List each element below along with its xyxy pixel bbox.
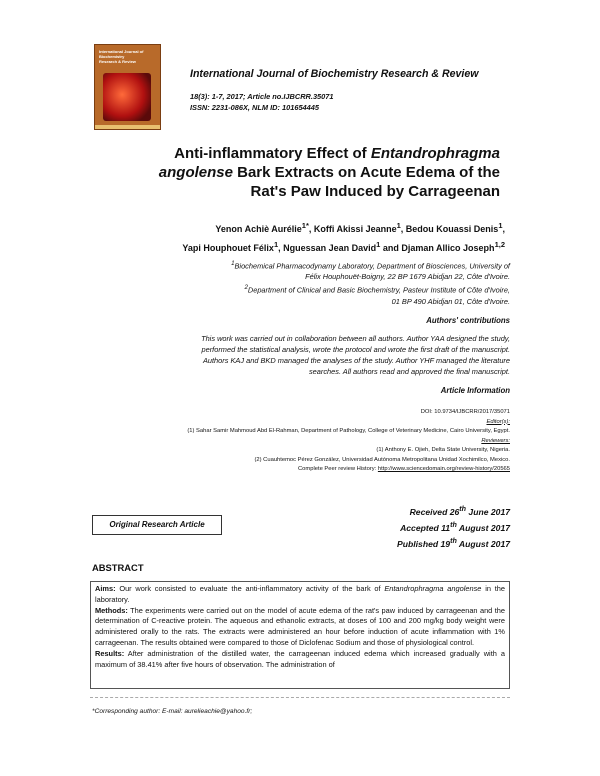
issn: ISSN: 2231-086X, NLM ID: 101654445 [190, 103, 319, 112]
author-name: Yenon Achiè Aurélie [215, 224, 302, 234]
editor: (1) Sahar Samir Mahmoud Abd El-Rahman, Department of Pathology, College of Veterinary Medicine, Cairo University, Egypt. [187, 428, 510, 434]
author-name: Djaman Allico Joseph [401, 243, 495, 253]
citation: 18(3): 1-7, 2017; Article no.IJBCRR.35071 [190, 92, 334, 101]
affiliations: $^1$Biochemical Pharmacodynamy Laboratory, Department of Biosciences, University of Félix Houphouët-Boigny, 22 BP 1679 Abidjan 22, Côte d'Ivoire. $^2$Department of Clinical and Basic Biochemistry, Pasteur Institute of Côte d'Ivoire, 01 BP 490 Abidjan 01, Côte d'Ivoire. [231, 260, 510, 306]
cover-stripe [95, 125, 160, 129]
doi: DOI: 10.9734/IJBCRR/2017/35071 [420, 409, 510, 415]
contributions-heading: Authors' contributions [426, 316, 510, 325]
abstract-heading: ABSTRACT [92, 562, 144, 573]
footnote-divider [90, 697, 510, 698]
cover-illustration [103, 73, 151, 121]
corresponding-author-footnote: *Corresponding author: E-mail: aurelieachie@yahoo.fr; [92, 708, 253, 715]
review-history-link[interactable]: http://www.sciencedomain.org/review-history/20565 [377, 466, 510, 472]
author-name: Koffi Akissi Jeanne [313, 224, 397, 234]
journal-reference [190, 91, 334, 113]
reviewers-label: Reviewers: [481, 437, 510, 444]
paper-title: Anti-inflammatory Effect of Entandrophragma angolense Bark Extracts on Acute Edema of the Rat's Paw Induced by Carrageenan [158, 145, 500, 200]
author-list: Yenon Achiè Aurélie$^{1*}$, Koffi Akissi Jeanne$^1$, Bedou Kouassi Denis$^1$, Yapi Houphouet Félix$^1$, Nguessan Jean David$^1$ and Djaman Allico Joseph$^{1,2}$ [182, 221, 505, 253]
author-name: Yapi Houphouet Félix [182, 243, 274, 253]
reviewer: (2) Cuauhtemoc Pérez González, Universidad Autónoma Metropolitana Unidad Xochimilco, Mexico. [254, 456, 510, 463]
author-name: Nguessan Jean David [283, 243, 377, 253]
publication-dates: Received 26th June 2017 Accepted 11th August 2017 Published 19th August 2017 [397, 505, 510, 549]
reviewer: (1) Anthony E. Ojieh, Delta State University, Nigeria. [376, 447, 510, 453]
journal-cover-image [94, 44, 161, 130]
editors-label: Editor(s): [486, 418, 510, 425]
author-name: Bedou Kouassi Denis [405, 224, 499, 234]
abstract-box: Aims: Our work consisted to evaluate the anti-inflammatory activity of the bark of Entandrophragma angolense in the laboratory. Methods: The experiments were carried out on the model of acute edema of the rat's paw induced by carrageenan and the determination of C-reactive protein. The aqueous and ethanolic extracts, at doses of 100 and 200 mg/kg body weight were administered orally to the rats. The extracts were administered an hour before induction of acute inflammation with 1% carrageenan. The results obtained were compared to those of Diclofenac Sodium and those of physiological control. Results: After administration of the distilled water, the carrageenan induced edema which increased gradually with a maximum of 38.41% after five hours of observation. The administration of [90, 581, 510, 689]
cover-title: International Journal of Biochemistry Research & Review [99, 49, 144, 64]
article-info: DOI: 10.9734/IJBCRR/2017/35071 Editor(s): (1) Sahar Samir Mahmoud Abd El-Rahman, Department of Pathology, College of Veterinary Medicine, Cairo University, Egypt. Reviewers: (1) Anthony E. Ojieh, Delta State University, Nigeria. (2) Cuauhtemoc Pérez González, Universidad Autónoma Metropolitana Unidad Xochimilco, Mexico. Complete Peer review History: http://www.sciencedomain.org/review-history/20565 [40, 408, 510, 475]
article-type-box: Original Research Article [92, 515, 222, 535]
article-info-heading: Article Information [440, 386, 510, 395]
journal-name: International Journal of Biochemistry Research & Review [190, 68, 479, 80]
contributions-text: This work was carried out in collaboration between all authors. Author YAA designed the study, performed the statistical analysis, wrote the protocol and wrote the first draft of the manuscript. Authors KAJ and BKD managed the analyses of the study. Author YHF managed the literature searches. All authors read and approved the final manuscript. [201, 334, 510, 376]
